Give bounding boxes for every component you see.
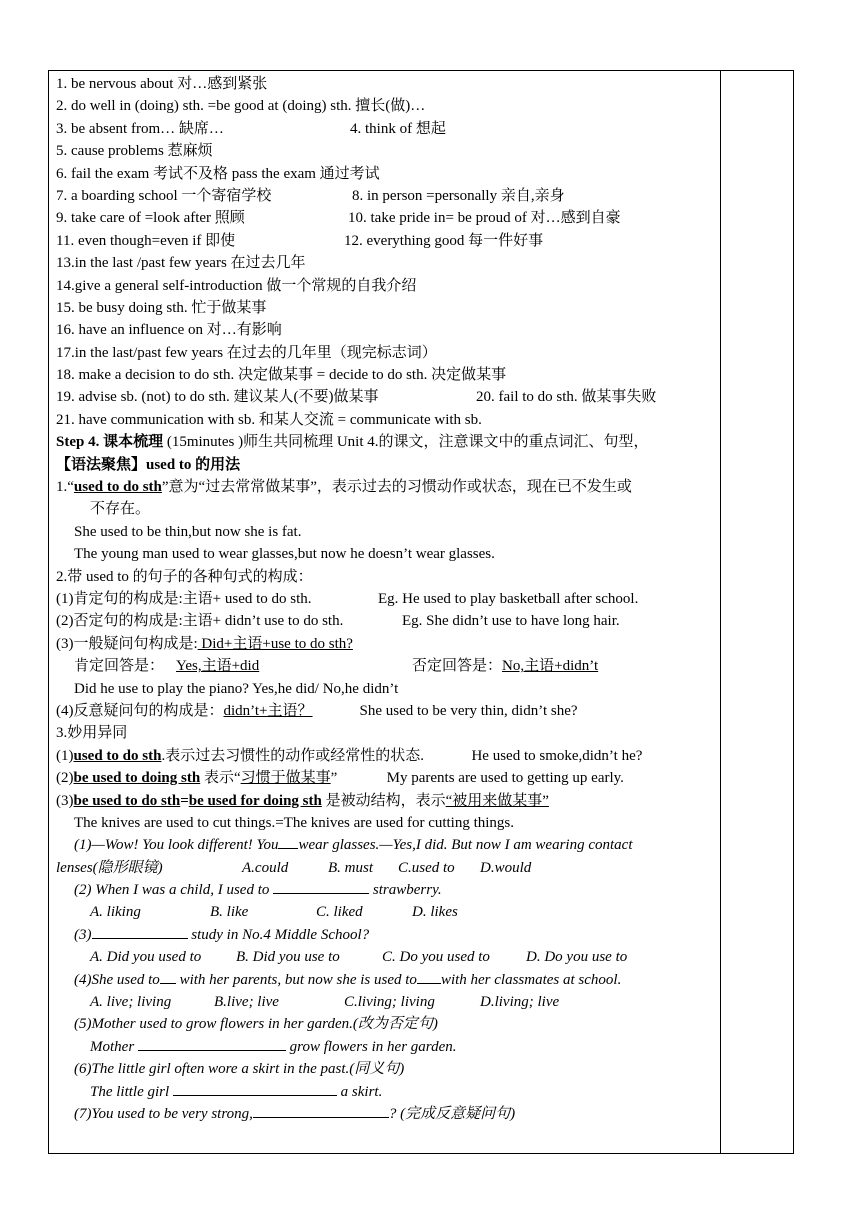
vocab-item: 11. even though=even if 即使 12. everything good 每一件好事 — [56, 232, 544, 249]
answer-blank[interactable] — [253, 1103, 389, 1118]
vocab-item: 19. advise sb. (not) to do sth. 建议某人(不要)做某事 20. fail to do sth. 做某事失败 — [56, 389, 657, 406]
answer-blank[interactable] — [92, 924, 188, 939]
exercise-5: (5)Mother used to grow flowers in her garden.(改为否定句) — [74, 1016, 438, 1033]
exercise-6: (6)The little girl often wore a skirt in the past.(同义句) — [74, 1061, 405, 1078]
exercise-4: (4)She used to with her parents, but now she is used to with her classmates at school. — [56, 969, 718, 991]
exercise-3: (3) study in No.4 Middle School? — [56, 924, 718, 946]
vocab-item: 9. take care of =look after 照顾 10. take pride in= be proud of 对…感到自豪 — [56, 210, 621, 227]
exercise-1: (1)—Wow! You look different! You wear glasses.—Yes,I did. But now I am wearing contact — [56, 834, 718, 856]
distinction-3: (3)be used to do sth=be used for doing sth 是被动结构，表示“被用来做某事” — [56, 792, 549, 809]
answer-blank[interactable] — [278, 834, 298, 849]
exercise-1-options: lenses(隐形眼镜) A.could B. must C.used to D.would — [56, 859, 532, 876]
grammar-point-1-cont: 不存在。 — [90, 501, 151, 518]
vocab-item: 16. have an influence on 对…有影响 — [56, 322, 282, 339]
vocab-item: 13.in the last /past few years 在过去几年 — [56, 255, 306, 272]
step4-heading: Step 4. 课本梳理 (15minutes )师生共同梳理 Unit 4.的课文，注意课文中的重点词汇、句型， — [56, 434, 649, 451]
column-divider — [720, 70, 721, 1154]
vocab-item: 18. make a decision to do sth. 决定做某事 = decide to do sth. 决定做某事 — [56, 367, 507, 384]
form-negative: (2)否定句的构成是:主语+ didn’t use to do sth. Eg. She didn’t use to have long hair. — [56, 613, 620, 630]
answer-blank[interactable] — [160, 969, 176, 984]
vocab-item: 2. do well in (doing) sth. =be good at (doing) sth. 擅长(做)… — [56, 98, 426, 115]
form-tag-question: (4)反意疑问句的构成是：didn’t+主语？ She used to be very thin, didn’t she? — [56, 702, 578, 719]
vocab-item: 3. be absent from… 缺席… 4. think of 想起 — [56, 120, 446, 137]
vocab-item: 14.give a general self-introduction 做一个常规的自我介绍 — [56, 277, 417, 294]
example-sentence: The young man used to wear glasses,but now he doesn’t wear glasses. — [74, 546, 495, 563]
grammar-point-3: 3.妙用异同 — [56, 725, 128, 742]
vocab-item: 21. have communication with sb. 和某人交流 = communicate with sb. — [56, 411, 482, 428]
example-sentence: The knives are used to cut things.=The knives are used for cutting things. — [74, 814, 515, 831]
exercise-5-answer: Mother grow flowers in her garden. — [56, 1036, 718, 1058]
vocab-item: 15. be busy doing sth. 忙于做某事 — [56, 299, 267, 316]
vocab-item: 1. be nervous about 对…感到紧张 — [56, 76, 268, 92]
answer-blank[interactable] — [417, 969, 441, 984]
form-question: (3)一般疑问句构成是: Did+主语+use to do sth? — [56, 635, 353, 652]
grammar-title: 【语法聚焦】used to 的用法 — [56, 456, 241, 473]
answer-example: Did he use to play the piano? Yes,he did/ No,he didn’t — [74, 680, 399, 697]
grammar-point-2: 2.带 used to 的句子的各种句式的构成： — [56, 568, 313, 585]
answer-blank[interactable] — [273, 879, 369, 894]
answer-forms: 肯定回答是： Yes,主语+did 否定回答是：No,主语+didn’t — [74, 658, 599, 675]
vocab-item: 7. a boarding school 一个寄宿学校 8. in person =personally 亲自,亲身 — [56, 187, 565, 204]
main-cell — [56, 73, 718, 1125]
exercise-2: (2) When I was a child, I used to strawberry. — [56, 879, 718, 901]
form-affirmative: (1)肯定句的构成是:主语+ used to do sth. Eg. He used to play basketball after school. — [56, 591, 639, 607]
distinction-2: (2)be used to doing sth 表示“习惯于做某事” My parents are used to getting up early. — [56, 770, 624, 787]
exercise-2-options: A. liking B. like C. liked D. likes — [90, 904, 458, 921]
exercise-4-options: A. live; living B.live; live C.living; living D.living; live — [90, 994, 560, 1011]
distinction-1: (1)used to do sth.表示过去习惯性的动作或经常性的状态. He used to smoke,didn’t he? — [56, 747, 643, 764]
answer-blank[interactable] — [173, 1081, 337, 1096]
answer-blank[interactable] — [138, 1036, 286, 1051]
exercise-3-options: A. Did you used to B. Did you use to C. Do you used to D. Do you use to — [90, 949, 628, 966]
vocab-item: 17.in the last/past few years 在过去的几年里（现完标志词） — [56, 344, 437, 361]
exercise-6-answer: The little girl a skirt. — [56, 1081, 718, 1103]
grammar-point-1: 1.“used to do sth”意为“过去常常做某事”，表示过去的习惯动作或状态，现在已不发生或 — [56, 479, 632, 496]
exercise-7: (7)You used to be very strong, ? (完成反意疑问句) — [56, 1103, 718, 1125]
vocab-item: 5. cause problems 惹麻烦 — [56, 143, 213, 160]
vocab-item: 6. fail the exam 考试不及格 pass the exam 通过考试 — [56, 165, 380, 182]
example-sentence: She used to be thin,but now she is fat. — [74, 523, 302, 540]
